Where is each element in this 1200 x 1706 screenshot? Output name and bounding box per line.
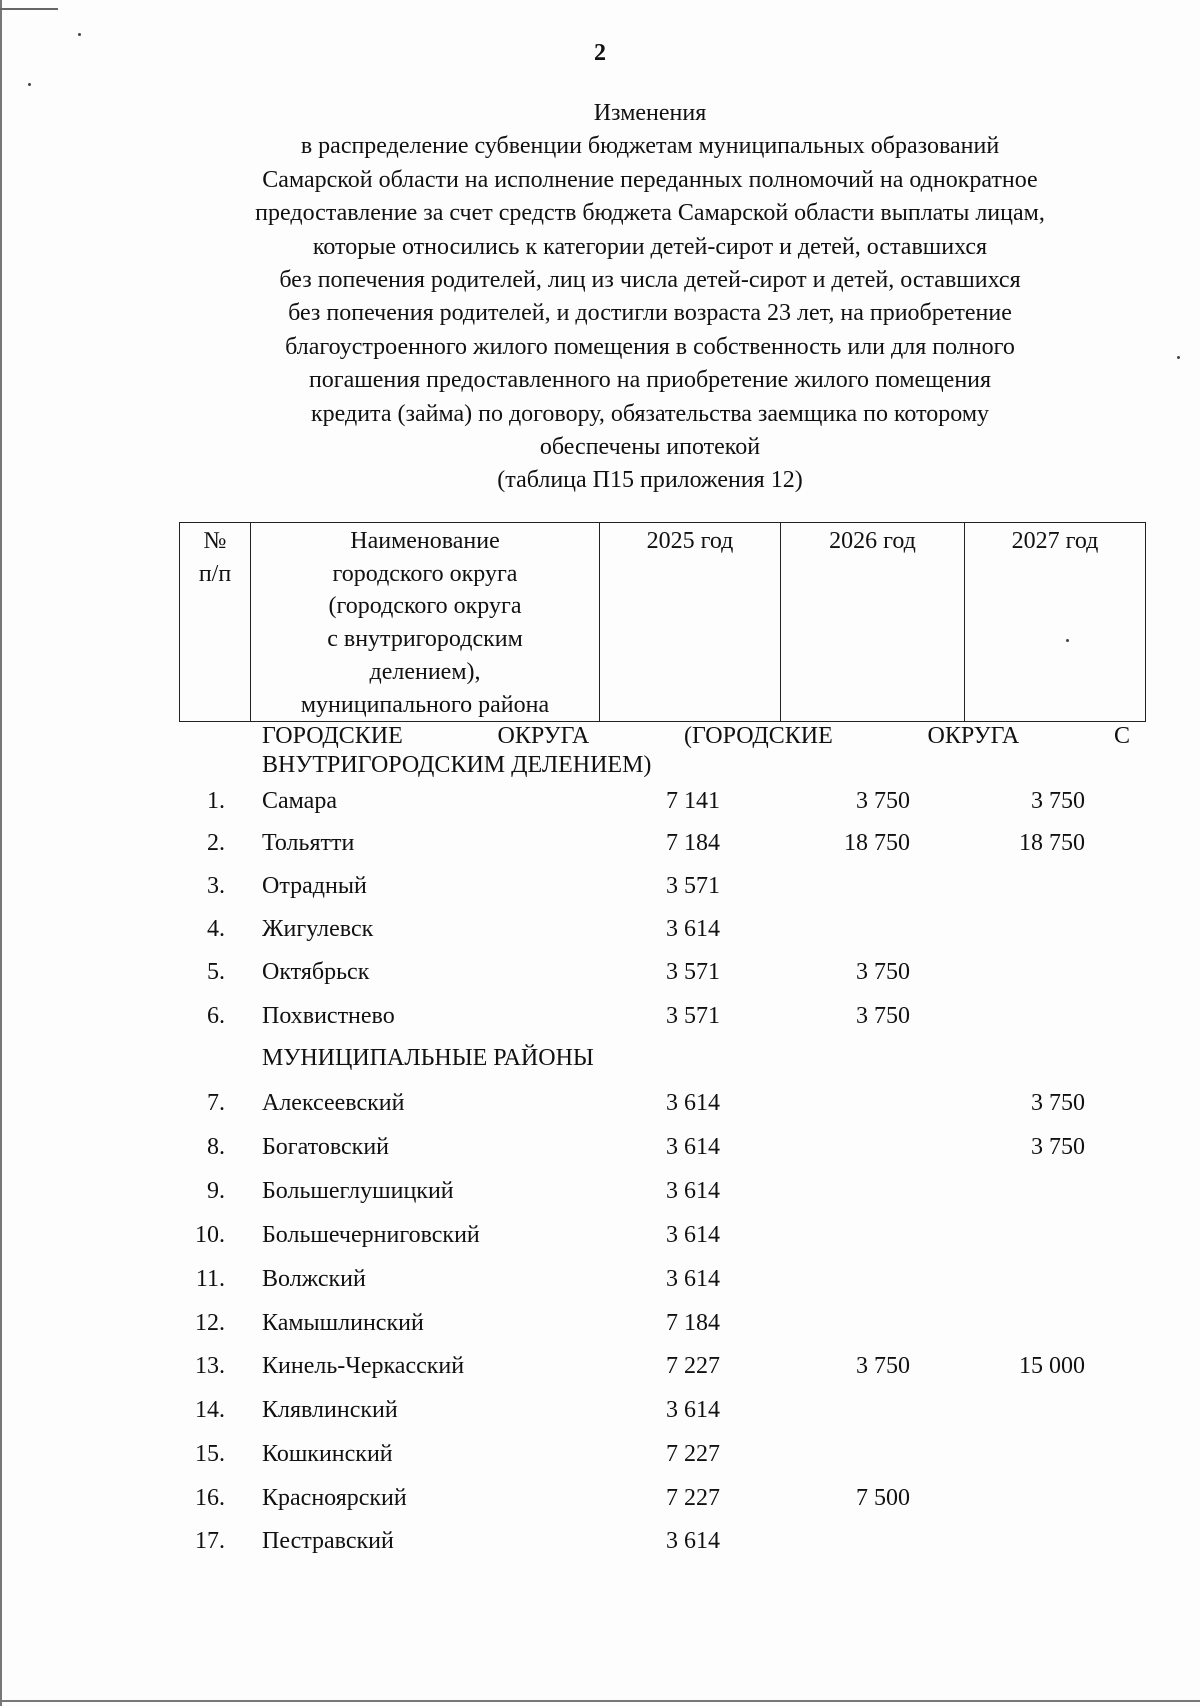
value-2026: 18 750	[844, 830, 910, 856]
district-name: Большечерниговский	[262, 1222, 480, 1248]
header-col-2026: 2026 год	[781, 523, 965, 722]
header-col-2025: 2025 год	[600, 523, 781, 722]
row-number: 7.	[207, 1090, 225, 1116]
value-2025: 3 614	[666, 1528, 720, 1554]
scan-speck	[28, 83, 31, 86]
title-line: обеспечены ипотекой	[539, 434, 761, 461]
table-row	[0, 1485, 1200, 1515]
value-2026: 3 750	[856, 1003, 910, 1029]
table-row	[0, 1397, 1200, 1427]
row-number: 6.	[207, 1003, 225, 1029]
row-number: 17.	[195, 1528, 225, 1554]
value-2027: 18 750	[1019, 830, 1085, 856]
district-name: Красноярский	[262, 1485, 407, 1511]
value-2025: 7 184	[666, 830, 720, 856]
value-2025: 3 614	[666, 1222, 720, 1248]
row-number: 3.	[207, 873, 225, 899]
title-line: погашения предоставленного на приобретение жилого помещения	[308, 367, 992, 394]
table-row	[0, 1134, 1200, 1164]
value-2025: 7 227	[666, 1485, 720, 1511]
table-row	[0, 1310, 1200, 1340]
table-row	[0, 830, 1200, 860]
row-number: 14.	[195, 1397, 225, 1423]
district-name: Волжский	[262, 1266, 366, 1292]
value-2025: 3 571	[666, 959, 720, 985]
table-row	[0, 788, 1200, 818]
row-number: 8.	[207, 1134, 225, 1160]
value-2025: 7 227	[666, 1353, 720, 1379]
district-name: Пестравский	[262, 1528, 394, 1554]
page-number: 2	[594, 40, 606, 66]
value-2025: 3 571	[666, 1003, 720, 1029]
value-2026: 7 500	[856, 1485, 910, 1511]
title-line: в распределение субвенции бюджетам муниципальных образований	[300, 133, 1000, 160]
district-name: Большеглушицкий	[262, 1178, 454, 1204]
row-number: 9.	[207, 1178, 225, 1204]
value-2025: 7 227	[666, 1441, 720, 1467]
table-row	[0, 959, 1200, 989]
scan-bottom-edge	[0, 1700, 1200, 1702]
table-row	[0, 1178, 1200, 1208]
district-name: Камышлинский	[262, 1310, 424, 1336]
title-line: Самарской области на исполнение переданных полномочий на однократное	[262, 166, 1038, 193]
row-number: 16.	[195, 1485, 225, 1511]
row-number: 5.	[207, 959, 225, 985]
section-heading-city-districts: ГОРОДСКИЕ ОКРУГА (ГОРОДСКИЕ ОКРУГА С	[262, 723, 1130, 749]
district-name: Самара	[262, 788, 337, 814]
table-row	[0, 1222, 1200, 1252]
table-header	[179, 522, 1146, 722]
header-col-name: Наименование городского округа (городского округа с внутригородским делением), муниципального района	[251, 523, 600, 722]
table-row	[0, 1266, 1200, 1296]
value-2025: 3 614	[666, 1134, 720, 1160]
district-name: Тольятти	[262, 830, 355, 856]
title-line: которые относились к категории детей-сирот и детей, оставшихся	[312, 233, 988, 260]
scan-top-mark	[0, 8, 58, 10]
value-2025: 7 141	[666, 788, 720, 814]
value-2027: 3 750	[1031, 1090, 1085, 1116]
value-2025: 3 614	[666, 916, 720, 942]
title-line: (таблица П15 приложения 12)	[497, 467, 803, 494]
title-line: благоустроенного жилого помещения в собственность или для полного	[285, 333, 1015, 360]
district-name: Кошкинский	[262, 1441, 393, 1467]
table-row	[0, 1528, 1200, 1558]
scan-speck	[78, 33, 81, 36]
title-line: Изменения	[593, 100, 707, 126]
table-row	[0, 1003, 1200, 1033]
table-row	[0, 1353, 1200, 1383]
row-number: 2.	[207, 830, 225, 856]
value-2026: 3 750	[856, 959, 910, 985]
row-number: 1.	[207, 788, 225, 814]
value-2026: 3 750	[856, 788, 910, 814]
value-2027: 15 000	[1019, 1353, 1085, 1379]
value-2025: 3 571	[666, 873, 720, 899]
value-2025: 3 614	[666, 1178, 720, 1204]
table-row	[0, 873, 1200, 903]
row-number: 15.	[195, 1441, 225, 1467]
table-row	[0, 1441, 1200, 1471]
district-name: Алексеевский	[262, 1090, 405, 1116]
table-row	[0, 1090, 1200, 1120]
value-2025: 3 614	[666, 1266, 720, 1292]
value-2027: 3 750	[1031, 788, 1085, 814]
section-heading-municipal-districts: МУНИЦИПАЛЬНЫЕ РАЙОНЫ	[262, 1045, 594, 1071]
district-name: Октябрьск	[262, 959, 370, 985]
title-line: без попечения родителей, лиц из числа детей-сирот и детей, оставшихся	[279, 267, 1021, 294]
district-name: Клявлинский	[262, 1397, 398, 1423]
title-line: предоставление за счет средств бюджета Самарской области выплаты лицам,	[255, 200, 1045, 227]
row-number: 4.	[207, 916, 225, 942]
title-line: кредита (займа) по договору, обязательства заемщика по которому	[310, 400, 990, 427]
value-2025: 7 184	[666, 1310, 720, 1336]
title-line: без попечения родителей, и достигли возраста 23 лет, на приобретение	[288, 300, 1012, 327]
value-2025: 3 614	[666, 1397, 720, 1423]
row-number: 12.	[195, 1310, 225, 1336]
district-name: Жигулевск	[262, 916, 374, 942]
header-col-2027: 2027 год	[965, 523, 1146, 722]
value-2025: 3 614	[666, 1090, 720, 1116]
row-number: 10.	[195, 1222, 225, 1248]
district-name: Кинель-Черкасский	[262, 1353, 465, 1379]
header-col-number: № п/п	[180, 523, 251, 722]
section-heading-city-districts-cont: ВНУТРИГОРОДСКИМ ДЕЛЕНИЕМ)	[262, 752, 652, 778]
document-title	[100, 97, 1200, 498]
district-name: Отрадный	[262, 873, 367, 899]
value-2027: 3 750	[1031, 1134, 1085, 1160]
table-row	[0, 916, 1200, 946]
row-number: 13.	[195, 1353, 225, 1379]
district-name: Похвистнево	[262, 1003, 395, 1029]
value-2026: 3 750	[856, 1353, 910, 1379]
row-number: 11.	[195, 1266, 225, 1292]
district-name: Богатовский	[262, 1134, 390, 1160]
